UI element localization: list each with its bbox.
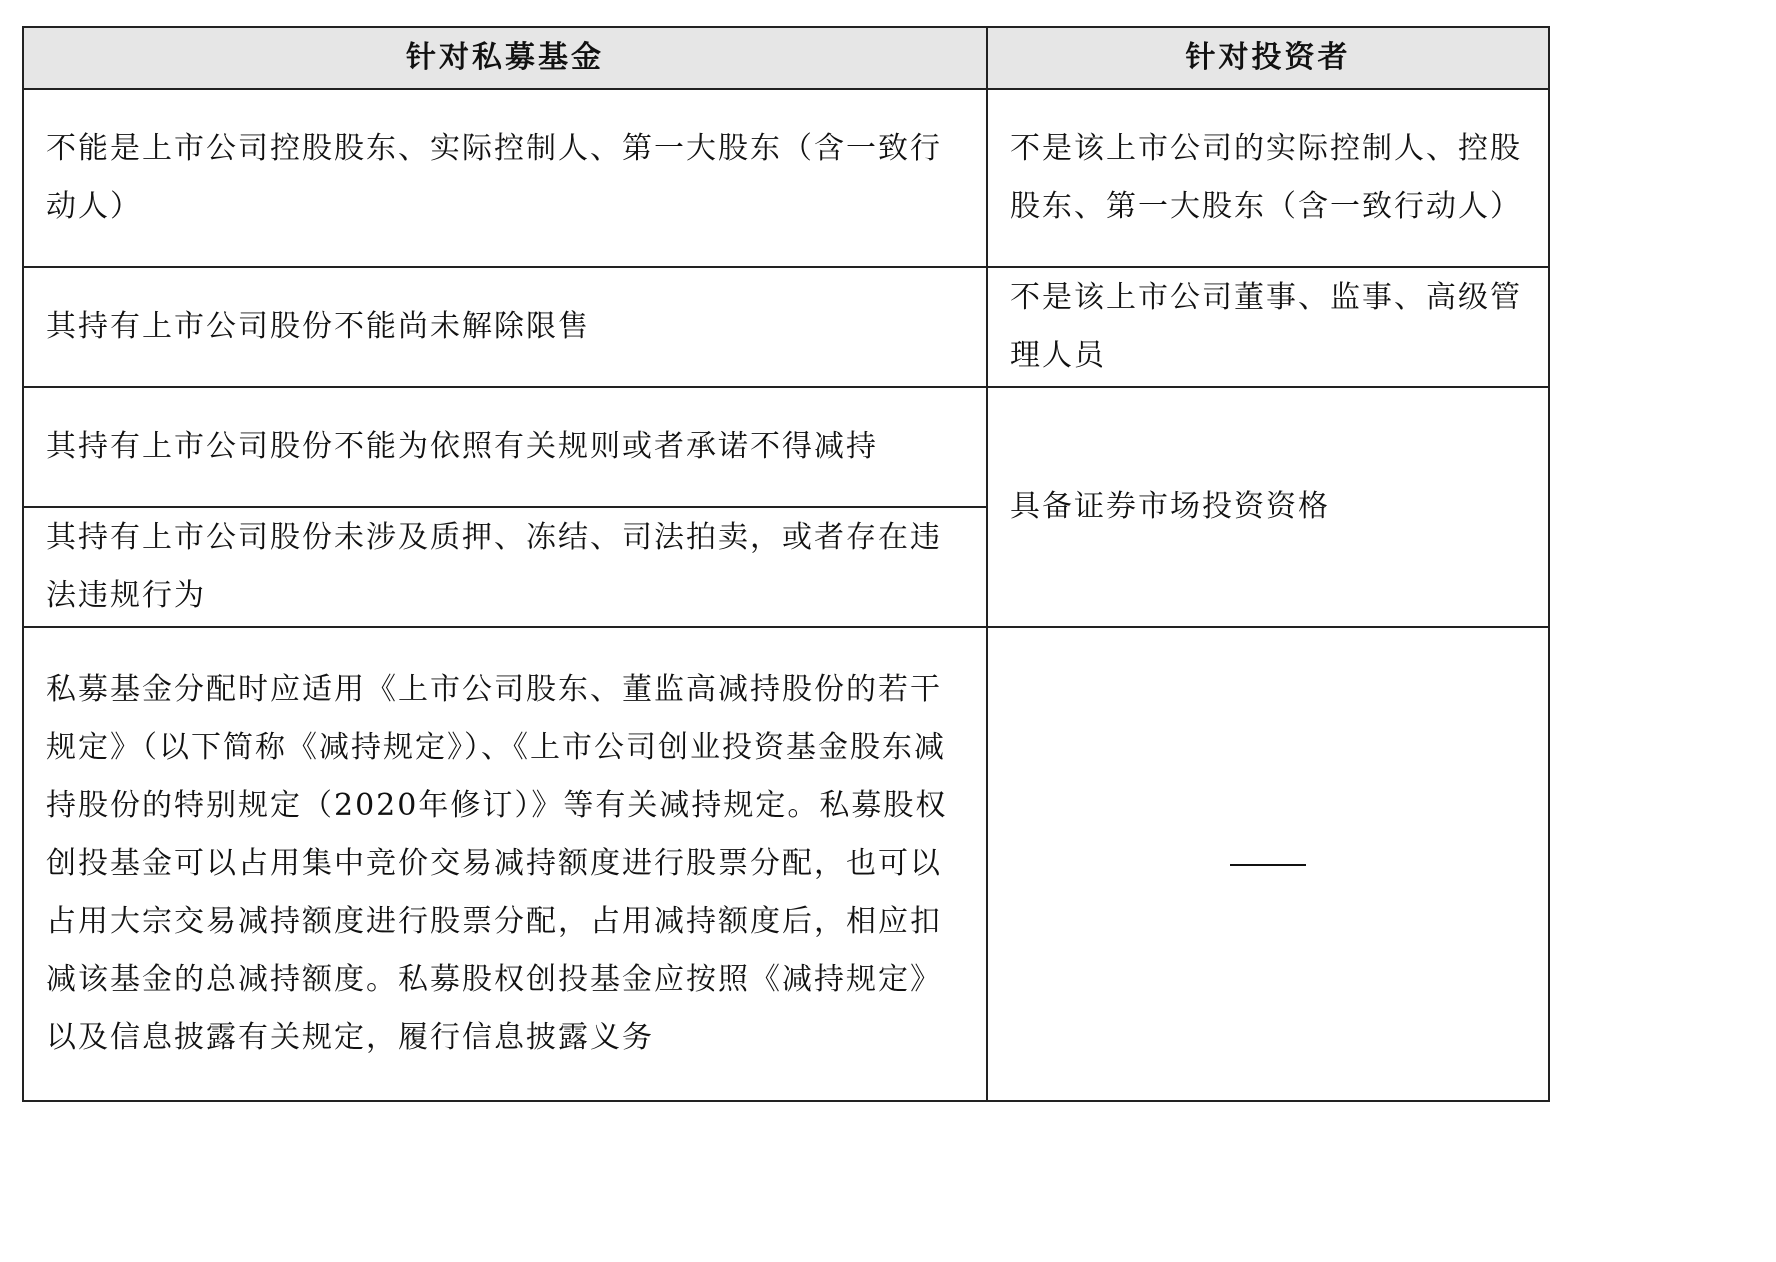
comparison-table [22,26,1550,1102]
cell-investor-requirement: 不是该上市公司的实际控制人、控股股东、第一大股东（含一致行动人） [987,89,1549,267]
dash-mark [1230,864,1306,866]
table-row [23,627,1549,1101]
header-investor: 针对投资者 [987,27,1549,89]
table-row [23,267,1549,387]
cell-investor-requirement: 具备证券市场投资资格 [987,387,1549,627]
table-row [23,387,1549,507]
cell-empty-dash [987,627,1549,1101]
cell-fund-requirement: 其持有上市公司股份未涉及质押、冻结、司法拍卖，或者存在违法违规行为 [23,507,987,627]
cell-fund-requirement: 其持有上市公司股份不能为依照有关规则或者承诺不得减持 [23,387,987,507]
table-header-row [23,27,1549,89]
table-row [23,89,1549,267]
cell-investor-requirement: 不是该上市公司董事、监事、高级管理人员 [987,267,1549,387]
cell-fund-requirement: 不能是上市公司控股股东、实际控制人、第一大股东（含一致行动人） [23,89,987,267]
cell-fund-requirement: 其持有上市公司股份不能尚未解除限售 [23,267,987,387]
header-private-fund: 针对私募基金 [23,27,987,89]
cell-fund-distribution-rules: 私募基金分配时应适用《上市公司股东、董监高减持股份的若干规定》（以下简称《减持规定》）、《上市公司创业投资基金股东减持股份的特别规定（2020年修订）》等有关减持规定。私募股权创投基金可以占用集中竞价交易减持额度进行股票分配，也可以占用大宗交易减持额度进行股票分配，占用减持额度后，相应扣减该基金的总减持额度。私募股权创投基金应按照《减持规定》以及信息披露有关规定，履行信息披露义务 [23,627,987,1101]
